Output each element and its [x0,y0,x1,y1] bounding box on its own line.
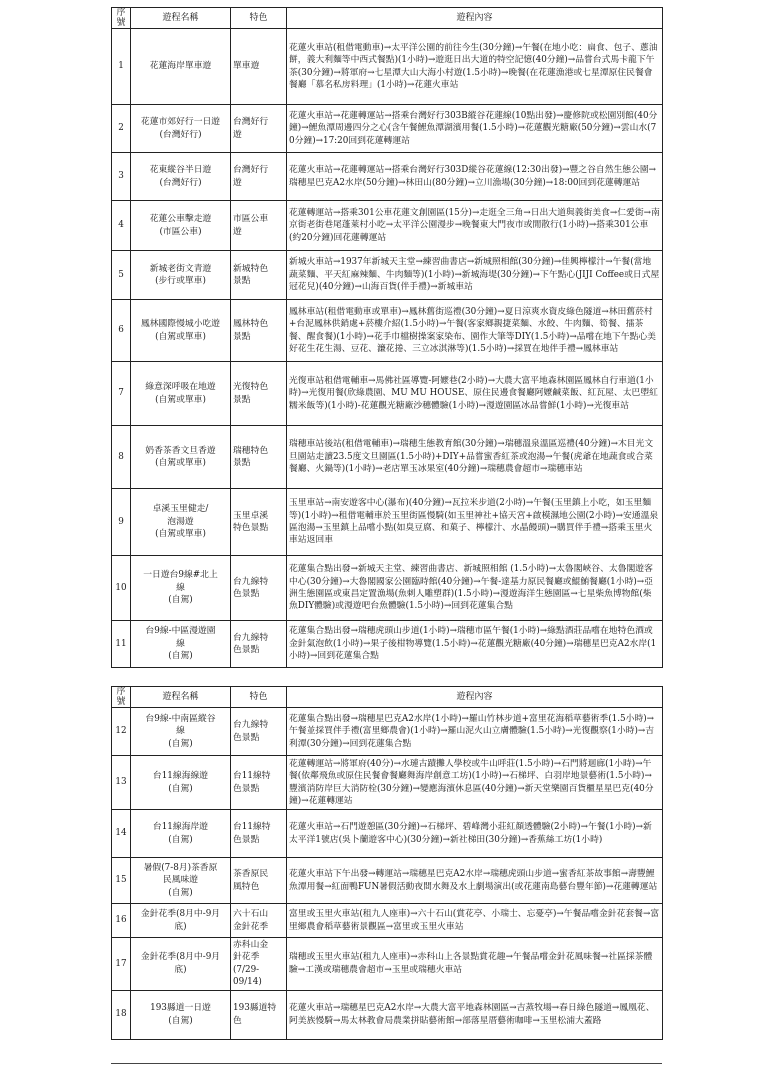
table-row [112,153,663,201]
tour-feature: 單車遊 [231,29,287,105]
tour-content: 花蓮火車站下午出發→轉運站→瑞穗星巴克A2水岸→瑞穗虎頭山步道→蜜香紅茶故事館→壽豐鯉魚潭用餐→紅面鴨FUN暑假活動夜間水舞及水上劇場演出(或花蓮南島藝台豐年節)→花蓮轉運站 [287,858,663,904]
row-number: 14 [112,810,131,858]
tour-feature: 台九線特 色景點 [231,556,287,621]
tour-name: 台9線-中區漫遊園 線 (自駕) [131,621,231,668]
tour-feature: 市區公車 遊 [231,201,287,251]
table-row [112,29,663,105]
tour-feature: 茶香原民 風特色 [231,858,287,904]
tour-content: 花蓮火車站→石門遊憩區(30分鐘)→石梯坪、碧峰灣小莊紅顏透體驗(2小時)→午餐(1小時)→新太平洋1號店(吳卜蘭遊客中心)(30分鐘)→新社梯田(30分鐘)→香蕉絲工坊(1小時) [287,810,663,858]
row-number: 8 [112,426,131,489]
tour-name: 花東縱谷半日遊 (台灣好行) [131,153,231,201]
tour-name: 金針花季(8月中-9月 底) [131,904,231,938]
tour-content: 花蓮火車站→花蓮轉運站→搭乘台灣好行303B縱谷花蓮線(10點出發)→慶修院或松園別館(40分鐘)→鯉魚潭周邊四分之心(含午餐鯉魚潭湖濱用餐(1.5小時)→花蓮觀光糖廠(50分鐘)→雲山水(70分鐘)→17:20回到花蓮轉運站 [287,105,663,153]
row-number: 17 [112,938,131,991]
row-number: 11 [112,621,131,668]
tour-name: 一日遊台9線#北上 線 (自駕) [131,556,231,621]
header-content: 遊程內容 [287,8,663,29]
table-body [112,29,663,668]
tour-feature: 台灣好行 遊 [231,105,287,153]
page-bottom-rule [111,1063,662,1064]
tour-content: 瑞穗車站後站(租借電輔車)→瑞穗生態教育館(30分鐘)→瑞穗溫泉溫區巡禮(40分鐘)→木目光文旦園站走讀23.5度文旦園區(1.5小時)+DIY+品嘗蜜香紅茶或泡湯→午餐(虎爺在地蔬食或合菜餐廳、火鍋等)(1小時)→老店單玉冰果室(40分鐘)→瑞穗農會超市→瑞穗車站 [287,426,663,489]
table-header-row [112,8,663,29]
row-number: 6 [112,300,131,362]
row-number: 10 [112,556,131,621]
table-row [112,251,663,300]
tour-feature: 光復特色 景點 [231,362,287,426]
header-content: 遊程內容 [287,687,663,708]
tour-content: 花蓮火車站→瑞穗星巴克A2水岸→大農大富平地森林園區→吉蒸牧場→春日綠色隧道→鳳凰花、阿美族慢騎→馬太林教會局農業拼貼藝術館→部落星厝藝術咖啡→玉里松浦大蓋路 [287,990,663,1039]
tour-content: 花蓮集合點出發→瑞穗虎頭山步道(1小時)→瑞穗市區午餐(1小時)→綠點酒莊品嚐在地特色酒或金針氣泡飲(1小時)→果子後柑物導覽(1.5小時)→花蓮觀光糖廠(40分鐘)→瑞穗星巴克A2水岸(1小時)→回到花蓮集合點 [287,621,663,668]
header-no: 序號 [112,8,131,29]
row-number: 13 [112,756,131,810]
tour-content: 花蓮轉運站→搭乘301公車花蓮文創園區(15分)→走逛全三角→日出大道與義街美食→仁愛街→南京街老街巷尾蓬萊村小吃→太平洋公園漫步→晚餐東大門夜市或閒散行(1小時)→搭乘301公車(約20分鐘)回花蓮轉運站 [287,201,663,251]
table-row [112,300,663,362]
table-row [112,489,663,556]
table-row [112,362,663,426]
tour-feature: 瑞穗特色 景點 [231,426,287,489]
tour-name: 花蓮市郊好行一日遊 (台灣好行) [131,105,231,153]
table-row [112,426,663,489]
tour-feature: 台九線特 色景點 [231,621,287,668]
row-number: 12 [112,708,131,756]
tour-name: 花蓮海岸單車遊 [131,29,231,105]
tour-content: 富里或玉里火車站(租九人座車)→六十石山(賞花亭、小瑞士、忘憂亭)→午餐品嚐金針花套餐→富里鄉農會稻草藝術景觀區→富里或玉里火車站 [287,904,663,938]
table-row [112,621,663,668]
tour-feature: 台11線特 色景點 [231,810,287,858]
tour-name: 新城老街文青遊 (步行或單車) [131,251,231,300]
row-number: 9 [112,489,131,556]
tour-content: 花蓮轉運站→將軍府(40分)→水璉古蹟攤人學校或牛山呼莊(1.5小時)→石門將迴廊(1小時)→午餐(依鄰飛魚或原住民餐會餐廳舞海岸創意工坊)(1小時)→石梯坪、白羽岸地景藝術(1.5小時)→豐濱消防岸巨大消防栓(30分鐘)→變應海濱休息區(40分鐘)→新天堂樂園百貨櫃星星巴克(40分鐘)→花蓮轉運站 [287,756,663,810]
row-number: 1 [112,29,131,105]
table-row [112,201,663,251]
table-row [112,858,663,904]
tour-name: 鳳林國際慢城小吃遊 (自駕或單車) [131,300,231,362]
table-row [112,904,663,938]
tour-feature: 193縣道特 色 [231,990,287,1039]
row-number: 5 [112,251,131,300]
tour-feature: 六十石山 金針花季 [231,904,287,938]
tour-feature: 台九線特 色景點 [231,708,287,756]
tour-content: 花蓮集合點出發→新城天主堂、練習曲書店、新城照相館 (1.5小時)→太魯閣峽谷、太魯閣遊客中心(30分鐘)→大魯閣國家公園臨時館(40分鐘)→午餐-達基力原民餐廳或鯤鮪餐廳(1小時)→亞洲生態園區或東昌定置漁場(魚刺人雕塑群)(1.5小時)→漫遊海洋生態園區→七星柴魚博物館(柴魚DIY體驗)或漫遊吧台魚體驗(1.5小時)→回到花蓮集合點 [287,556,663,621]
table-row [112,556,663,621]
table-row [112,708,663,756]
tour-content: 花蓮火車站(租借電動車)→太平洋公園的前往今生(30分鐘)→午餐(在地小吃：扁食、包子、蔥油餅，義大利麵等中西式餐點)(1小時)→遊逛日出大道的特空記憶(40分鐘)→品嘗台式馬卡龍下午茶(30分鐘)→將軍府→七星潭大山大海小村遊(1.5小時)→晚餐(在花蓮漁港或七星潭原住民餐會餐廳「慕名私房料理」(1小時)→花蓮火車站 [287,29,663,105]
table-body [112,708,663,1040]
header-feature: 特色 [231,687,287,708]
header-no: 序號 [112,687,131,708]
tour-content: 光復車站租借電輔車→馬佛社區導覽-阿嬤巷(2小時)→大農大富平地森林園區鳳林自行車道(1小時)→光復用餐(欣綠農園、MU MU HOUSE、原住民邊食餐廳阿嬤鹹菜飯、紅瓦屋、太巴塱紅糯米飯等)(1小時)-花蓮觀光糖廠沙穗體驗(1小時)→漫遊園區冰品嘗鮮(1小時)→光復車站 [287,362,663,426]
tour-feature: 新城特色 景點 [231,251,287,300]
tour-name: 卓溪玉里健走/ 泡湯遊 (自駕或單車) [131,489,231,556]
table-row [112,756,663,810]
header-feature: 特色 [231,8,287,29]
schedule-table-1 [111,7,663,668]
tour-name: 台9線-中南區縱谷 線 (自駕) [131,708,231,756]
tour-name: 暑假(7-8月)茶香原 民風味遊 (自駕) [131,858,231,904]
row-number: 16 [112,904,131,938]
header-name: 遊程名稱 [131,8,231,29]
tour-feature: 台灣好行 遊 [231,153,287,201]
tour-feature: 台11線特 色景點 [231,756,287,810]
table-header-row [112,687,663,708]
tour-content: 花蓮集合點出發→瑞穗星巴克A2水岸(1小時)→羅山竹林步道+富里花海稻草藝術季(1.5小時)→午餐並採買伴手禮(富里鄉農會)(1小時)→羅山泥火山立膚體驗(1.5小時)→光復觀察(1小時)→吉利潭(30分鐘)→回到花蓮集合點 [287,708,663,756]
tour-name: 193縣道一日遊 (自駕) [131,990,231,1039]
tour-name: 台11線海線遊 (自駕) [131,756,231,810]
row-number: 2 [112,105,131,153]
table-row [112,990,663,1039]
row-number: 15 [112,858,131,904]
tour-name: 台11線海岸遊 (自駕) [131,810,231,858]
tour-content: 新城火車站→1937年新城天主堂→練習曲書店→新城照相館(30分鐘)→佳興檸檬汁→午餐(當地蔬菜麵、平天紅麻辣麵、牛肉麵等)(1小時)→新城海堤(30分鐘)→下午點心(JIJI Coffee或日式屋冠花兒)(40分鐘)→山海百貨(伴手禮)→新城車站 [287,251,663,300]
tour-name: 金針花季(8月中-9月 底) [131,938,231,991]
table-row [112,938,663,991]
tour-content: 花蓮火車站→花蓮轉運站→搭乘台灣好行303D縱谷花蓮線(12:30出發)→豐之谷自然生態公園→瑞穗星巴克A2水岸(50分鐘)→林田山(80分鐘)→立川漁場(30分鐘)→18:00回到花蓮轉運站 [287,153,663,201]
tour-feature: 玉里卓溪 特色景點 [231,489,287,556]
row-number: 4 [112,201,131,251]
header-name: 遊程名稱 [131,687,231,708]
row-number: 3 [112,153,131,201]
tour-name: 綠意深呼吸在地遊 (自駕或單車) [131,362,231,426]
tour-content: 鳳林車站(租借電動車或單車)→鳳林舊街巡禮(30分鐘)→夏日涼爽水資皮綠色隧道→林田舊菸村+台泥鳳林供銷處+菸樓介紹(1.5小時)→午餐(客家鄉親捷菜麵、水餃、牛肉麵、筍餐、擂茶餐、醒食餐)(1小時)→花手巾檔樹操案家染布、園作大筆等DIY(1.5小時)→品嚐在地下午點心美好花生花生湯、豆花、濂花捲、三立冰淇淋等)(1.5小時)→採買在地伴手禮→鳳林車站 [287,300,663,362]
tour-content: 玉里車站→南安遊客中心(瀑布)(40分鐘)→瓦拉米步道(2小時)→午餐(玉里鎮上小吃，如玉里麵等)(1小時)→租借電輔車於玉里街區慢騎(如玉里神社+協天宮+啟模濕地公園(2小時)→安通溫泉區泡湯→玉里鎮上品嚐小點(如臭豆腐、和菓子、檸檬汁、水晶饅頭)→購買伴手禮→搭乘玉里火車站返回車 [287,489,663,556]
tour-feature: 赤科山金 針花季 (7/29-09/14) [231,938,287,991]
tour-name: 花蓮公車擊走遊 (市區公車) [131,201,231,251]
row-number: 7 [112,362,131,426]
schedule-table-2 [111,686,663,1040]
table-row [112,105,663,153]
tour-content: 瑞穗或玉里火車站(租九人座車)→赤科山上各景點賞花趣→午餐品嚐金針花風味餐→社區採茶體驗→工漢或瑞穗農會超市→玉里或瑞穗火車站 [287,938,663,991]
row-number: 18 [112,990,131,1039]
tour-name: 奶香茶香文旦香遊 (自駕或單車) [131,426,231,489]
table-row [112,810,663,858]
tour-feature: 鳳林特色 景點 [231,300,287,362]
